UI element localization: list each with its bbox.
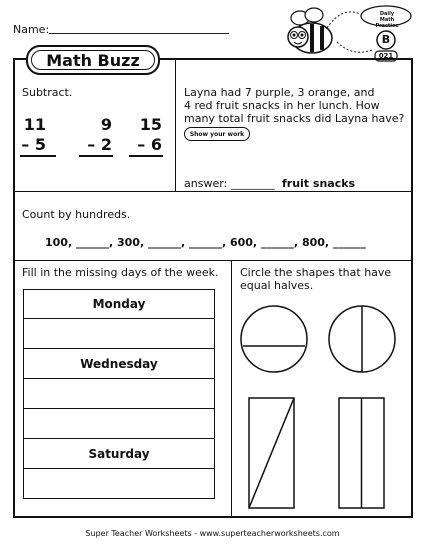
count-instruction: Count by hundreds. bbox=[22, 208, 131, 221]
table-row: Saturday bbox=[23, 439, 215, 469]
week-table bbox=[23, 289, 217, 511]
table-row: Monday bbox=[23, 289, 215, 319]
table-row[interactable] bbox=[23, 409, 215, 439]
table-row[interactable] bbox=[23, 319, 215, 349]
problem-bottom: – 6 bbox=[137, 135, 162, 154]
count-sequence: 100, ______, 300, ______, ______, 600, ______, 800, ______ bbox=[45, 236, 366, 249]
circle-horizontal-shape[interactable] bbox=[241, 306, 307, 372]
rectangle-vertical-shape[interactable] bbox=[339, 398, 384, 508]
word-problem-line: 4 red fruit snacks in her lunch. How bbox=[184, 99, 380, 112]
page-title: Math Buzz bbox=[31, 50, 155, 70]
divider bbox=[15, 191, 411, 192]
shapes-area bbox=[236, 300, 406, 515]
word-problem-line: many total fruit snacks did Layna have? bbox=[184, 112, 405, 125]
divider bbox=[175, 60, 176, 191]
answer-unit: fruit snacks bbox=[282, 177, 356, 190]
answer-label: answer: ________ bbox=[184, 177, 275, 190]
name-label: Name: bbox=[13, 23, 50, 36]
table-row[interactable] bbox=[23, 469, 215, 499]
badge-line1: Daily Math bbox=[379, 11, 395, 23]
badge-number: 021 bbox=[378, 52, 394, 60]
shapes-instruction: equal halves. bbox=[240, 279, 314, 292]
divider bbox=[15, 260, 411, 261]
footer-text: Super Teacher Worksheets - www.superteacherworksheets.com bbox=[85, 529, 340, 538]
circle-vertical-shape[interactable] bbox=[329, 306, 395, 372]
week-instruction: Fill in the missing days of the week. bbox=[22, 266, 219, 279]
name-field[interactable] bbox=[49, 33, 229, 34]
rectangle-diagonal-shape[interactable] bbox=[249, 398, 294, 508]
problem-top: 9 bbox=[100, 115, 112, 134]
subtract-instruction: Subtract. bbox=[22, 86, 73, 99]
divider bbox=[231, 260, 232, 516]
show-work-button[interactable]: Show your work bbox=[184, 127, 250, 141]
problem-top: 11 bbox=[23, 115, 46, 134]
table-row: Wednesday bbox=[23, 349, 215, 379]
badge-letter: B bbox=[381, 33, 391, 46]
problem-bottom: – 5 bbox=[21, 135, 46, 154]
shapes-instruction: Circle the shapes that have bbox=[240, 266, 392, 279]
badge-line2: Practice bbox=[375, 23, 399, 29]
problem-top: 15 bbox=[139, 115, 162, 134]
word-problem-line: Layna had 7 purple, 3 orange, and bbox=[184, 86, 375, 99]
table-row[interactable] bbox=[23, 379, 215, 409]
problem-bottom: – 2 bbox=[87, 135, 112, 154]
title-box bbox=[26, 45, 160, 75]
